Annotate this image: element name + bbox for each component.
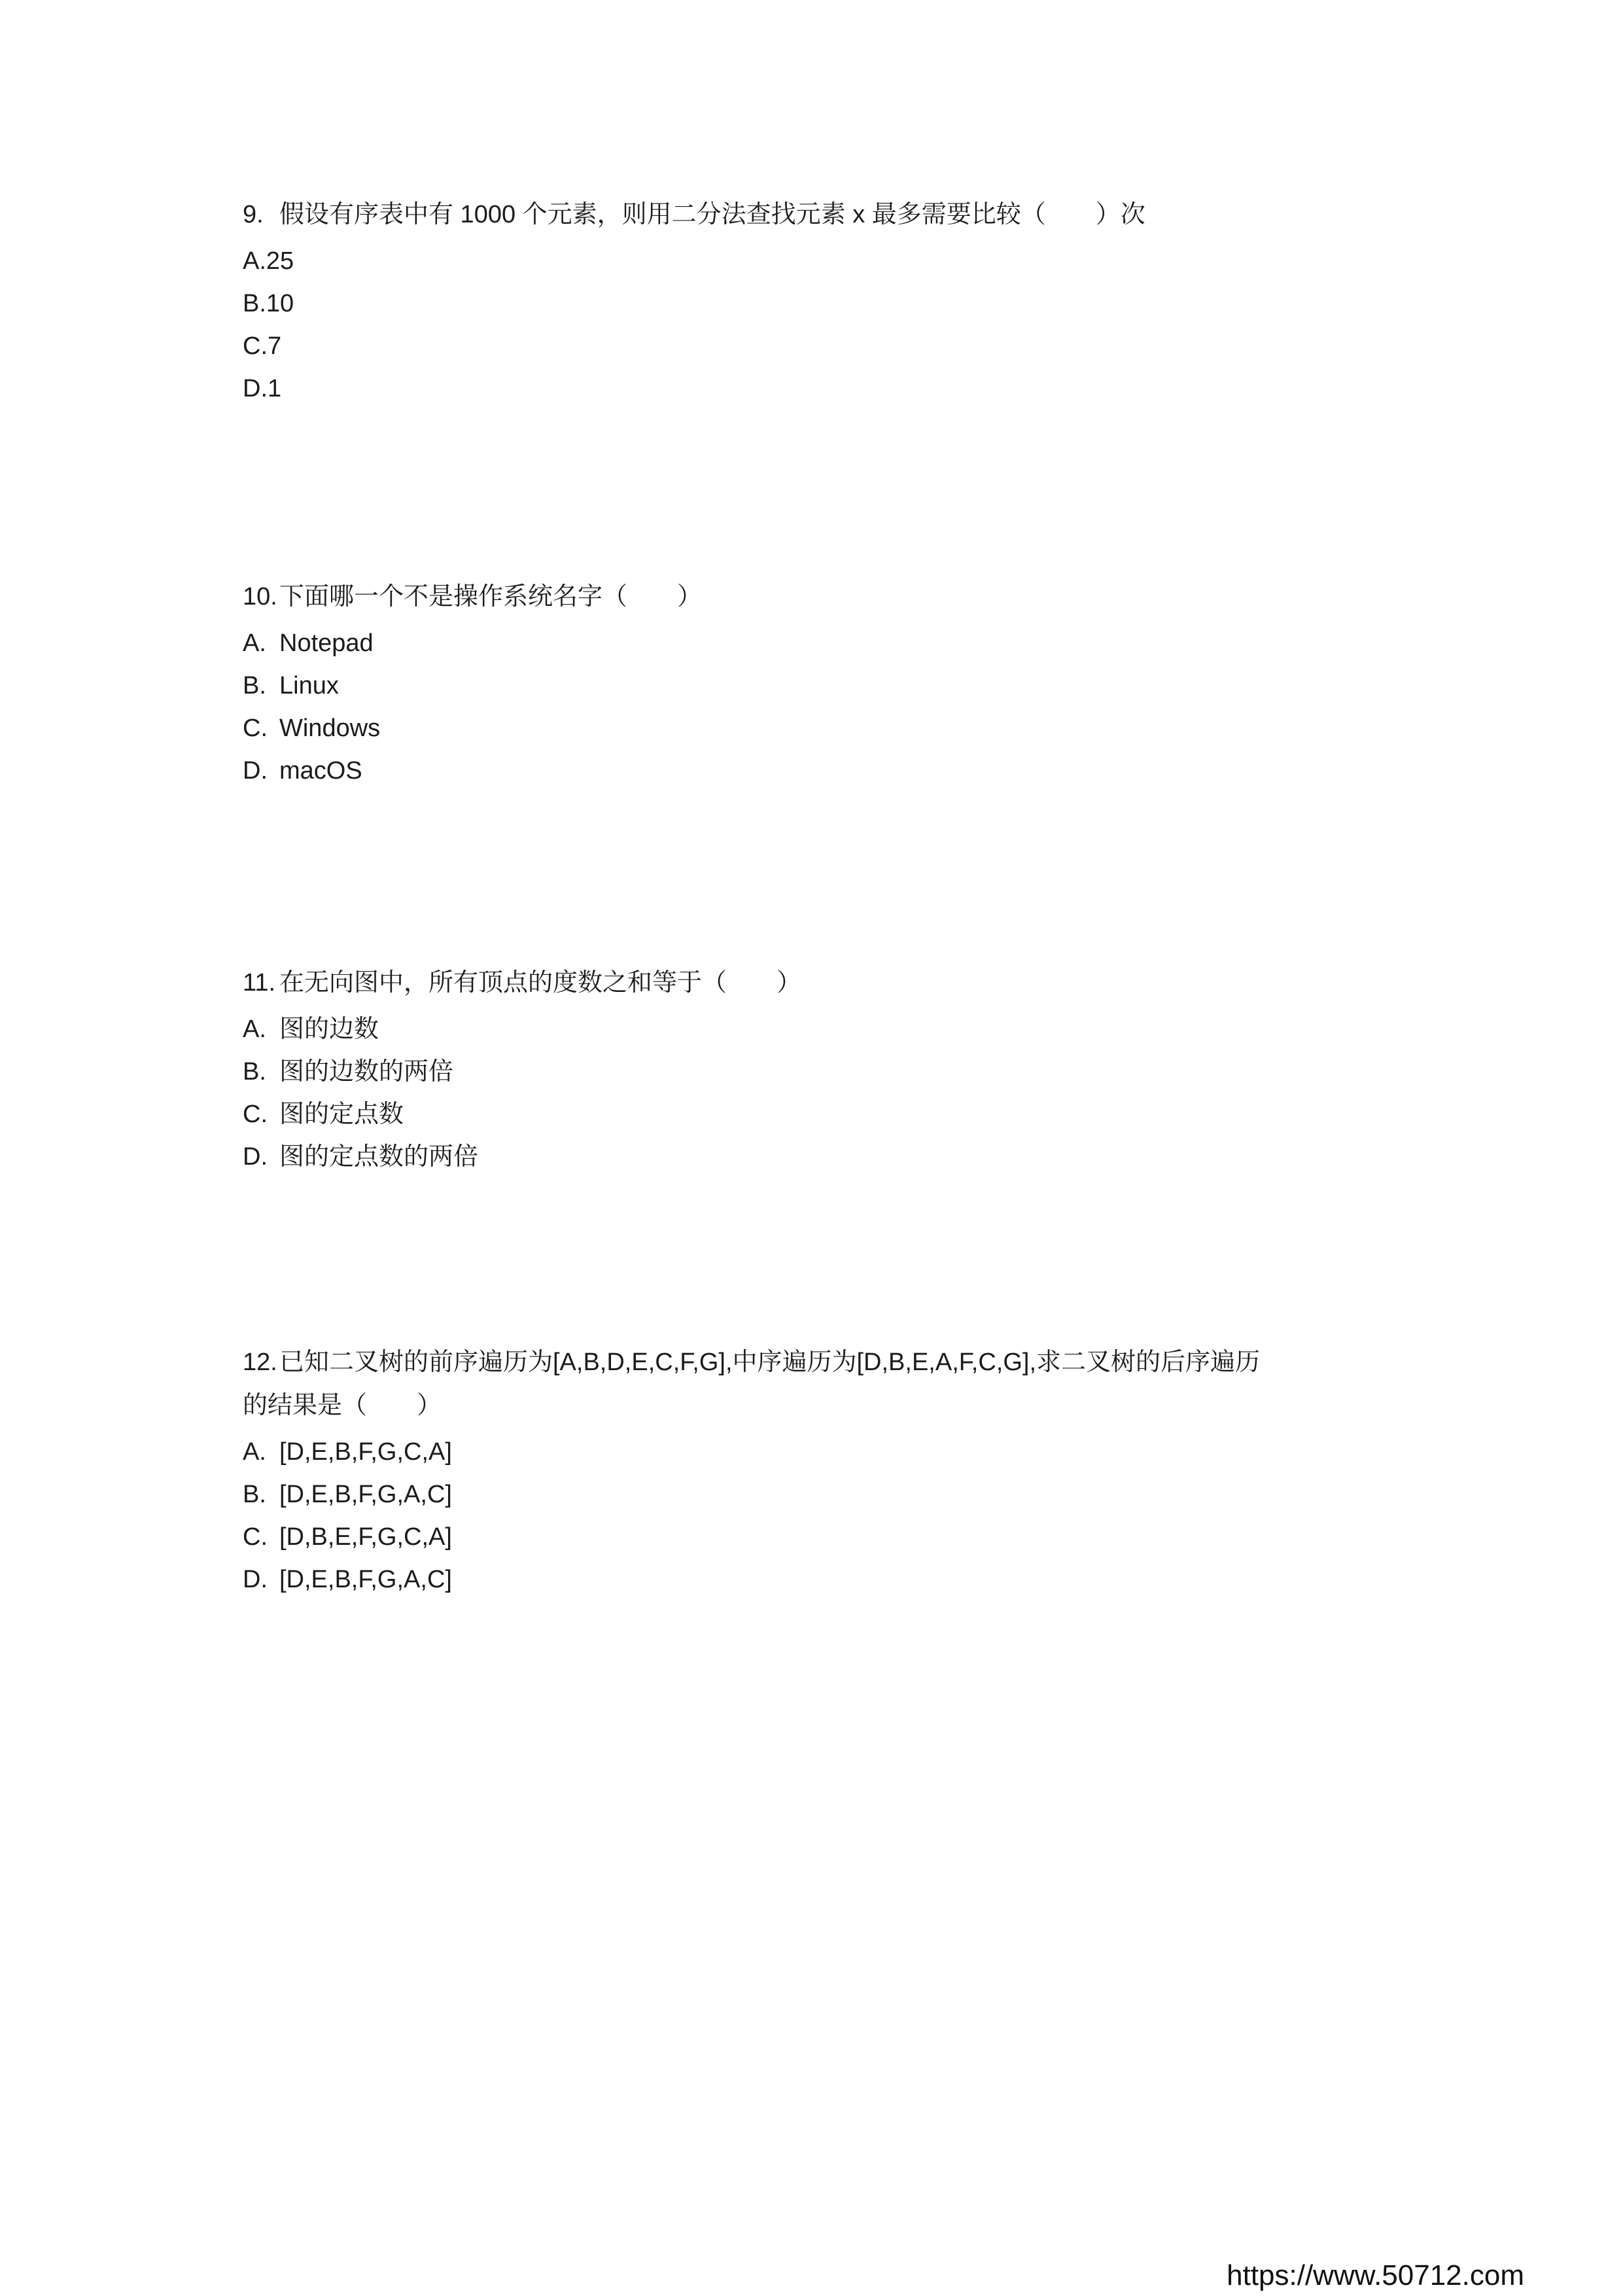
option-10-a	[243, 622, 1394, 665]
option-text: 图的定点数	[279, 1101, 404, 1128]
option-letter: C.	[243, 1101, 268, 1128]
option-text: macOS	[279, 757, 362, 785]
question-9-options	[243, 240, 1394, 410]
option-text: [D,E,B,F,G,C,A]	[279, 1438, 452, 1466]
option-9-b: B.10	[243, 290, 294, 317]
option-letter: C.	[243, 1523, 268, 1551]
question-12-head	[243, 1341, 1394, 1427]
option-letter: A.	[243, 1438, 266, 1466]
option-11-d	[243, 1136, 1394, 1178]
option-text: 图的边数的两倍	[279, 1058, 454, 1086]
option-text: [D,E,B,F,G,A,C]	[279, 1566, 452, 1593]
option-text: Linux	[279, 672, 339, 699]
question-11-number: 11.	[243, 969, 276, 997]
option-11-c	[243, 1093, 1394, 1136]
question-12-text-line1: 已知二叉树的前序遍历为[A,B,D,E,C,F,G],中序遍历为[D,B,E,A,F,C,G],求二叉树的后序遍历	[279, 1349, 1260, 1376]
option-12-b	[243, 1474, 1394, 1516]
question-9-text: 假设有序表中有 1000 个元素，则用二分法查找元素 x 最多需要比较（ ）次	[279, 201, 1145, 228]
option-text: Windows	[279, 715, 381, 742]
question-9-number: 9.	[243, 201, 264, 228]
option-letter: A.	[243, 1016, 266, 1043]
option-letter: D.	[243, 1566, 268, 1593]
question-12-text-line2: 的结果是（ ）	[243, 1392, 442, 1419]
option-letter: B.	[243, 1058, 266, 1086]
option-letter: B.	[243, 1481, 266, 1508]
question-10	[243, 575, 1394, 792]
option-12-c	[243, 1516, 1394, 1559]
option-letter: A.	[243, 629, 266, 657]
option-text: 图的定点数的两倍	[279, 1143, 479, 1171]
question-10-text: 下面哪一个不是操作系统名字（ ）	[279, 583, 703, 610]
option-9-c: C.7	[243, 332, 282, 360]
question-10-number: 10.	[243, 583, 277, 610]
option-9-d: D.1	[243, 375, 282, 402]
option-9-a: A.25	[243, 247, 294, 275]
option-text: [D,E,B,F,G,A,C]	[279, 1481, 452, 1508]
option-12-a	[243, 1431, 1394, 1474]
option-letter: C.	[243, 715, 268, 742]
question-12-options	[243, 1431, 1394, 1601]
question-10-line	[243, 575, 1394, 618]
option-10-d	[243, 750, 1394, 792]
option-text: [D,B,E,F,G,C,A]	[279, 1523, 452, 1551]
question-11	[243, 961, 1394, 1178]
question-9	[243, 193, 1394, 410]
question-12-number: 12.	[243, 1349, 277, 1376]
option-10-c	[243, 707, 1394, 750]
question-12-line1	[243, 1341, 1394, 1384]
option-text: Notepad	[279, 629, 374, 657]
option-letter: B.	[243, 672, 266, 699]
option-letter: D.	[243, 757, 268, 785]
option-11-b	[243, 1051, 1394, 1093]
option-10-b	[243, 665, 1394, 707]
footer-url: https://www.50712.com	[1227, 2259, 1524, 2291]
option-12-d	[243, 1559, 1394, 1601]
question-11-text: 在无向图中，所有顶点的度数之和等于（ ）	[279, 969, 802, 997]
question-10-options	[243, 622, 1394, 792]
option-text: 图的边数	[279, 1016, 379, 1043]
question-9-line	[243, 193, 1394, 236]
question-11-line	[243, 961, 1394, 1004]
option-letter: D.	[243, 1143, 268, 1171]
question-12	[243, 1341, 1394, 1601]
question-11-options	[243, 1008, 1394, 1178]
option-11-a	[243, 1008, 1394, 1051]
